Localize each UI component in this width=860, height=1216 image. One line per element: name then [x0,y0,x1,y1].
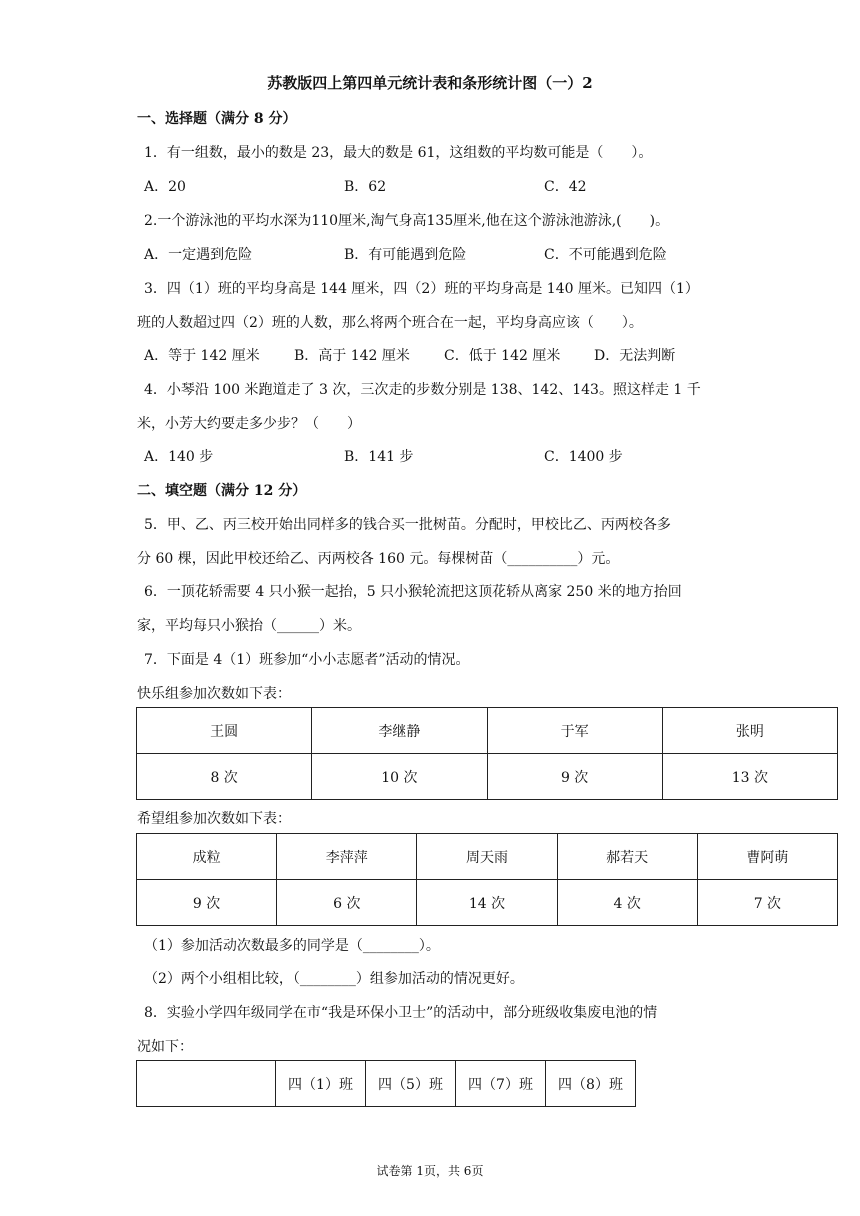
table-header-cell: 四（1）班 [276,1061,366,1107]
table-cell: 14 次 [417,880,557,926]
q7-sub1: （1）参加活动次数最多的同学是（________）。 [144,938,440,954]
section-choice-heading: 一、选择题（满分 8 分） [137,111,297,127]
table-header-cell: 四（8）班 [546,1061,636,1107]
table-row [137,834,838,880]
table-corner-cell [137,1061,276,1107]
q5-line1: 5．甲、乙、丙三校开始出同样多的钱合买一批树苗。分配时，甲校比乙、丙两校各多 [144,517,671,533]
q6-line2: 家，平均每只小猴抬（______）米。 [137,618,361,634]
table-cell: 10 次 [312,754,487,800]
table-row [137,880,838,926]
q8-line1: 8．实验小学四年级同学在市“我是环保小卫士”的活动中，部分班级收集废电池的情 [144,1005,658,1021]
table-cell: 周天雨 [417,834,557,880]
q2-text: 2.一个游泳池的平均水深为110厘米,淘气身高135厘米,他在这个游泳池游泳,( )。 [144,213,670,229]
q7-text: 7．下面是 4（1）班参加“小小志愿者”活动的情况。 [144,652,470,668]
table-cell: 王圆 [137,708,312,754]
q6-line1: 6．一顶花轿需要 4 只小猴一起抬，5 只小猴轮流把这顶花轿从离家 250 米的地方抬回 [144,584,682,600]
table-row [137,708,838,754]
table-cell: 李继静 [312,708,487,754]
q2-option-c: C．不可能遇到危险 [544,247,667,263]
q3-option-a: A．等于 142 厘米 [144,348,260,364]
table-cell: 李萍萍 [277,834,417,880]
q4-line2: 米，小芳大约要走多少步？（ ） [137,416,361,432]
q1-option-b: B．62 [344,179,387,195]
q1-text: 1．有一组数，最小的数是 23，最大的数是 61，这组数的平均数可能是（ ）。 [144,145,653,161]
table-row [137,754,838,800]
table-cell: 8 次 [137,754,312,800]
hope-group-table [136,833,838,926]
q1-option-c: C．42 [544,179,587,195]
table-cell: 9 次 [137,880,277,926]
q5-line2: 分 60 棵，因此甲校还给乙、丙两校各 160 元。每棵树苗（__________）元。 [137,551,620,567]
page-footer: 试卷第 1页，共 6页 [376,1164,484,1178]
q8-line2: 况如下： [137,1039,193,1055]
table-cell: 曹阿萌 [697,834,837,880]
happy-group-table [136,707,838,800]
table-cell: 4 次 [557,880,697,926]
table-cell: 成粒 [137,834,277,880]
table-header-cell: 四（5）班 [366,1061,456,1107]
q1-option-a: A．20 [144,179,186,195]
q4-option-c: C．1400 步 [544,449,623,465]
q3-line1: 3．四（1）班的平均身高是 144 厘米，四（2）班的平均身高是 140 厘米。已知四（1） [144,281,699,297]
q4-option-b: B．141 步 [344,449,414,465]
q3-line2: 班的人数超过四（2）班的人数，那么将两个班合在一起，平均身高应该（ ）。 [137,315,643,331]
q4-option-a: A．140 步 [144,449,214,465]
table-cell: 张明 [662,708,837,754]
q3-option-d: D．无法判断 [594,348,676,364]
section-fill-heading: 二、填空题（满分 12 分） [137,483,307,499]
table-cell: 于军 [487,708,662,754]
battery-table [136,1060,636,1107]
table-cell: 13 次 [662,754,837,800]
q7-sub2: （2）两个小组相比较，（________）组参加活动的情况更好。 [144,971,524,987]
q2-option-a: A．一定遇到危险 [144,247,253,263]
table-cell: 9 次 [487,754,662,800]
table-cell: 郝若天 [557,834,697,880]
q3-option-c: C．低于 142 厘米 [444,348,561,364]
q7-table1-caption: 快乐组参加次数如下表： [137,686,291,702]
table-row [137,1061,636,1107]
q4-line1: 4．小琴沿 100 米跑道走了 3 次，三次走的步数分别是 138、142、143。照这样走 1 千 [144,382,701,398]
table-cell: 7 次 [697,880,837,926]
q3-option-b: B．高于 142 厘米 [294,348,410,364]
q2-option-b: B．有可能遇到危险 [344,247,467,263]
table-header-cell: 四（7）班 [456,1061,546,1107]
table-cell: 6 次 [277,880,417,926]
page-title: 苏教版四上第四单元统计表和条形统计图（一）2 [267,74,593,92]
q7-table2-caption: 希望组参加次数如下表： [137,811,291,827]
